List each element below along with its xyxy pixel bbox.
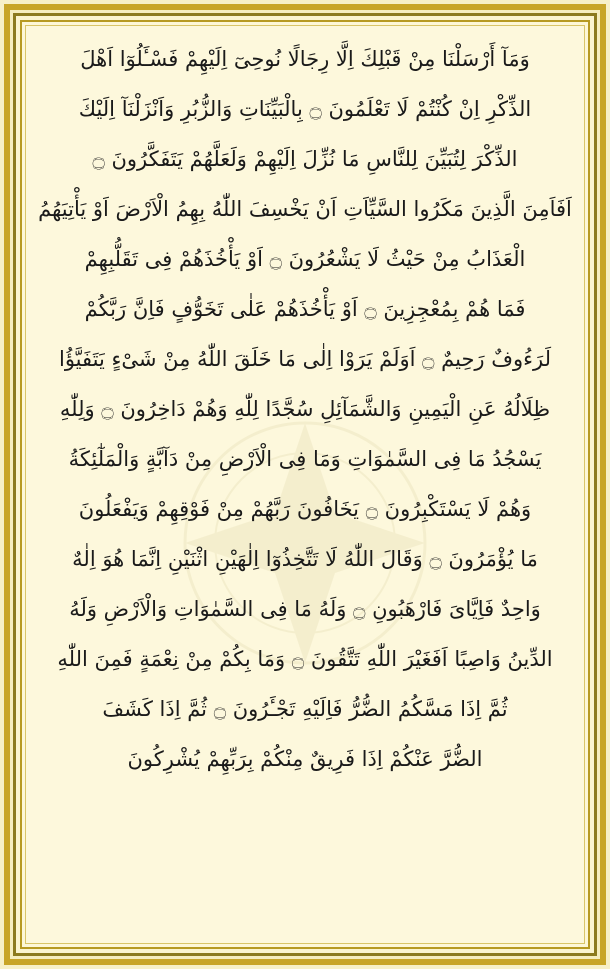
quran-line: الذِّكْرَ لِتُبَيِّنَ لِلنَّاسِ مَا نُزِّلَ اِلَيْهِمْ وَلَعَلَّهُمْ يَتَفَكَّرُونَ ۝ <box>92 147 518 171</box>
quran-line: الْعَذَابُ مِنْ حَيْثُ لَا يَشْعُرُونَ ۝ اَوْ يَأْخُذَهُمْ فِى تَقَلُّبِهِمْ <box>84 247 526 271</box>
quran-line: لَرَءُوفٌ رَحِيمٌ ۝ اَوَلَمْ يَرَوْا اِلٰى مَا خَلَقَ اللّٰهُ مِنْ شَىْءٍ يَتَفَيَّؤُا <box>58 347 552 371</box>
quran-line: الدِّينُ وَاصِبًا اَفَغَيْرَ اللّٰهِ تَتَّقُونَ ۝ وَمَا بِكُمْ مِنْ نِعْمَةٍ فَمِنَ اللّٰهِ <box>57 647 553 671</box>
corner-ornament-bottom-left <box>20 933 36 949</box>
quran-line: فَمَا هُمْ بِمُعْجِزِينَ ۝ اَوْ يَأْخُذَهُمْ عَلٰى تَخَوُّفٍ فَاِنَّ رَبَّكُمْ <box>84 297 526 321</box>
quran-line: ثُمَّ اِذَا مَسَّكُمُ الضُّرُّ فَاِلَيْهِ تَجْـَٔرُونَ ۝ ثُمَّ اِذَا كَشَفَ <box>102 697 508 721</box>
quran-text-block <box>34 34 576 935</box>
quran-line: الضُّرَّ عَنْكُمْ اِذَا فَرِيقٌ مِنْكُمْ بِرَبِّهِمْ يُشْرِكُونَ <box>127 747 483 771</box>
quran-line: الذِّكْرِ اِنْ كُنْتُمْ لَا تَعْلَمُونَ ۝ بِالْبَيِّنَاتِ وَالزُّبُرِ وَاَنْزَلْنَآ اِلَيْكَ <box>78 97 532 121</box>
quran-line: وَاحِدٌ فَاِيَّاىَ فَارْهَبُونِ ۝ وَلَهُ مَا فِى السَّمٰوَاتِ وَالْاَرْضِ وَلَهُ <box>69 597 541 621</box>
quran-line: ظِلَالُهُ عَنِ الْيَمِينِ وَالشَّمَآئِلِ سُجَّدًا لِلّٰهِ وَهُمْ دَاخِرُونَ ۝ وَلِلّٰهِ <box>59 397 551 421</box>
corner-ornament-top-right <box>574 20 590 36</box>
quran-line: يَسْجُدُ مَا فِى السَّمٰوَاتِ وَمَا فِى الْاَرْضِ مِنْ دَآبَّةٍ وَالْمَلٰٓئِكَةُ <box>68 447 542 471</box>
quran-line: مَا يُؤْمَرُونَ ۝ وَقَالَ اللّٰهُ لَا تَتَّخِذُوٓا اِلٰهَيْنِ اثْنَيْنِ اِنَّمَا هُوَ اِلٰهٌ <box>72 547 538 571</box>
corner-ornament-bottom-right <box>574 933 590 949</box>
quran-line: وَهُمْ لَا يَسْتَكْبِرُونَ ۝ يَخَافُونَ رَبَّهُمْ مِنْ فَوْقِهِمْ وَيَفْعَلُونَ <box>78 497 532 521</box>
quran-line: اَفَاَمِنَ الَّذِينَ مَكَرُوا السَّيِّاَتِ اَنْ يَخْسِفَ اللّٰهُ بِهِمُ الْاَرْضَ اَوْ يَأْتِيَهُمُ <box>38 197 572 221</box>
quran-line: وَمَآ أَرْسَلْنَا مِنْ قَبْلِكَ اِلَّا رِجَالًا نُوحِىٓ اِلَيْهِمْ فَسْـَٔلُوٓا اَهْلَ <box>80 47 530 71</box>
